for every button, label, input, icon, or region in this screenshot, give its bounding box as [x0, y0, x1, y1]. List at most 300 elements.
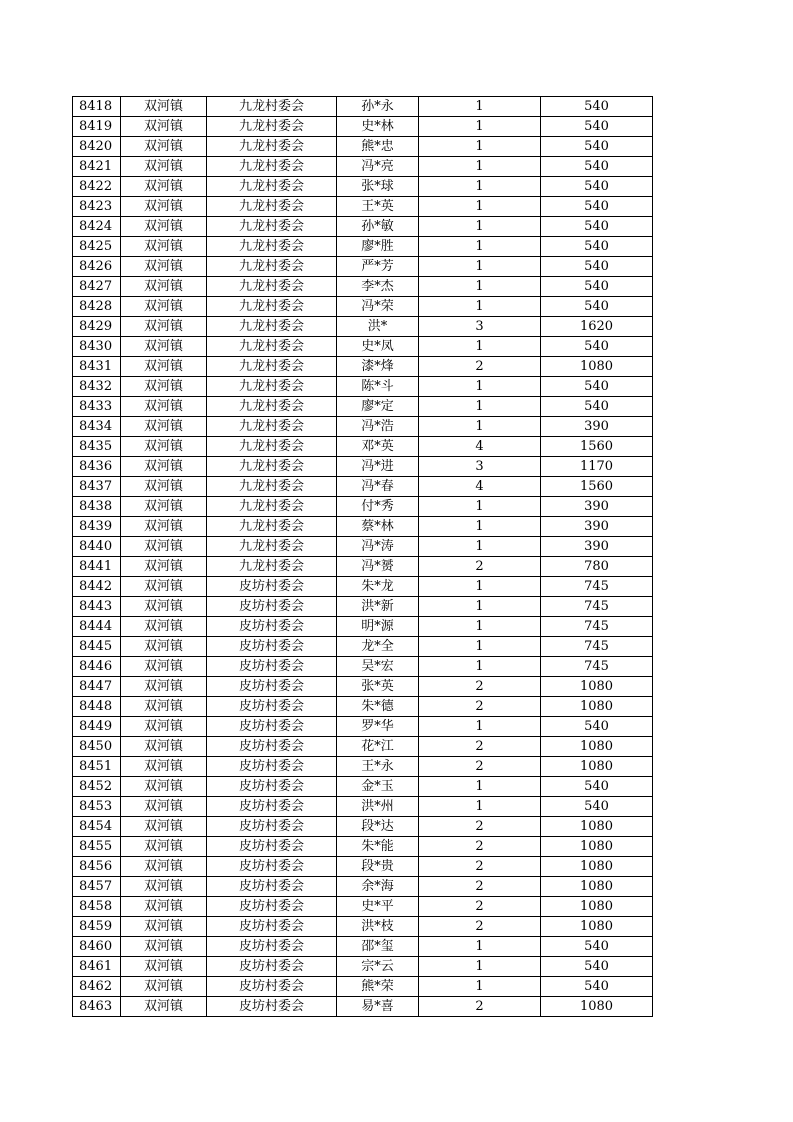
- village-committee-cell: 皮坊村委会: [207, 657, 337, 677]
- amount-cell: 1080: [541, 877, 653, 897]
- town-cell: 双河镇: [121, 417, 207, 437]
- town-cell: 双河镇: [121, 497, 207, 517]
- count-cell: 1: [419, 577, 541, 597]
- count-cell: 1: [419, 797, 541, 817]
- row-number-cell: 8430: [73, 337, 121, 357]
- town-cell: 双河镇: [121, 477, 207, 497]
- village-committee-cell: 皮坊村委会: [207, 597, 337, 617]
- amount-cell: 745: [541, 577, 653, 597]
- count-cell: 1: [419, 117, 541, 137]
- count-cell: 4: [419, 437, 541, 457]
- amount-cell: 540: [541, 377, 653, 397]
- table-row: [73, 157, 653, 177]
- table-row: [73, 957, 653, 977]
- row-number-cell: 8441: [73, 557, 121, 577]
- count-cell: 1: [419, 497, 541, 517]
- row-number-cell: 8450: [73, 737, 121, 757]
- row-number-cell: 8449: [73, 717, 121, 737]
- amount-cell: 1080: [541, 697, 653, 717]
- row-number-cell: 8455: [73, 837, 121, 857]
- village-committee-cell: 九龙村委会: [207, 517, 337, 537]
- village-committee-cell: 皮坊村委会: [207, 677, 337, 697]
- name-cell: 段*达: [337, 817, 419, 837]
- amount-cell: 540: [541, 257, 653, 277]
- village-committee-cell: 九龙村委会: [207, 97, 337, 117]
- table-row: [73, 577, 653, 597]
- town-cell: 双河镇: [121, 797, 207, 817]
- count-cell: 1: [419, 277, 541, 297]
- row-number-cell: 8425: [73, 237, 121, 257]
- town-cell: 双河镇: [121, 957, 207, 977]
- row-number-cell: 8436: [73, 457, 121, 477]
- table-row: [73, 777, 653, 797]
- row-number-cell: 8461: [73, 957, 121, 977]
- town-cell: 双河镇: [121, 837, 207, 857]
- village-committee-cell: 九龙村委会: [207, 197, 337, 217]
- amount-cell: 540: [541, 157, 653, 177]
- town-cell: 双河镇: [121, 897, 207, 917]
- count-cell: 1: [419, 657, 541, 677]
- row-number-cell: 8459: [73, 917, 121, 937]
- count-cell: 1: [419, 137, 541, 157]
- village-committee-cell: 皮坊村委会: [207, 937, 337, 957]
- village-committee-cell: 九龙村委会: [207, 137, 337, 157]
- count-cell: 1: [419, 597, 541, 617]
- name-cell: 熊*忠: [337, 137, 419, 157]
- village-committee-cell: 皮坊村委会: [207, 717, 337, 737]
- amount-cell: 540: [541, 777, 653, 797]
- name-cell: 洪*新: [337, 597, 419, 617]
- name-cell: 明*源: [337, 617, 419, 637]
- count-cell: 1: [419, 417, 541, 437]
- table-row: [73, 917, 653, 937]
- town-cell: 双河镇: [121, 537, 207, 557]
- name-cell: 孙*永: [337, 97, 419, 117]
- amount-cell: 540: [541, 197, 653, 217]
- row-number-cell: 8427: [73, 277, 121, 297]
- table-row: [73, 297, 653, 317]
- name-cell: 朱*能: [337, 837, 419, 857]
- count-cell: 1: [419, 777, 541, 797]
- name-cell: 朱*龙: [337, 577, 419, 597]
- village-committee-cell: 皮坊村委会: [207, 897, 337, 917]
- amount-cell: 390: [541, 417, 653, 437]
- table-row: [73, 657, 653, 677]
- amount-cell: 540: [541, 137, 653, 157]
- table-row: [73, 97, 653, 117]
- row-number-cell: 8442: [73, 577, 121, 597]
- amount-cell: 1080: [541, 917, 653, 937]
- amount-cell: 1080: [541, 897, 653, 917]
- amount-cell: 540: [541, 717, 653, 737]
- amount-cell: 1080: [541, 757, 653, 777]
- name-cell: 段*贵: [337, 857, 419, 877]
- table-row: [73, 457, 653, 477]
- amount-cell: 780: [541, 557, 653, 577]
- row-number-cell: 8437: [73, 477, 121, 497]
- row-number-cell: 8446: [73, 657, 121, 677]
- town-cell: 双河镇: [121, 697, 207, 717]
- town-cell: 双河镇: [121, 557, 207, 577]
- town-cell: 双河镇: [121, 97, 207, 117]
- row-number-cell: 8429: [73, 317, 121, 337]
- table-row: [73, 557, 653, 577]
- amount-cell: 540: [541, 217, 653, 237]
- town-cell: 双河镇: [121, 157, 207, 177]
- row-number-cell: 8445: [73, 637, 121, 657]
- name-cell: 花*江: [337, 737, 419, 757]
- row-number-cell: 8432: [73, 377, 121, 397]
- amount-cell: 540: [541, 97, 653, 117]
- name-cell: 邓*英: [337, 437, 419, 457]
- village-committee-cell: 皮坊村委会: [207, 757, 337, 777]
- name-cell: 金*玉: [337, 777, 419, 797]
- row-number-cell: 8419: [73, 117, 121, 137]
- town-cell: 双河镇: [121, 257, 207, 277]
- count-cell: 2: [419, 757, 541, 777]
- amount-cell: 540: [541, 117, 653, 137]
- table-row: [73, 517, 653, 537]
- row-number-cell: 8423: [73, 197, 121, 217]
- town-cell: 双河镇: [121, 317, 207, 337]
- town-cell: 双河镇: [121, 357, 207, 377]
- table-row: [73, 977, 653, 997]
- row-number-cell: 8424: [73, 217, 121, 237]
- town-cell: 双河镇: [121, 377, 207, 397]
- table-row: [73, 857, 653, 877]
- village-committee-cell: 皮坊村委会: [207, 617, 337, 637]
- name-cell: 洪*枝: [337, 917, 419, 937]
- row-number-cell: 8440: [73, 537, 121, 557]
- name-cell: 王*英: [337, 197, 419, 217]
- count-cell: 2: [419, 737, 541, 757]
- table-row: [73, 677, 653, 697]
- row-number-cell: 8458: [73, 897, 121, 917]
- amount-cell: 1170: [541, 457, 653, 477]
- village-committee-cell: 九龙村委会: [207, 297, 337, 317]
- name-cell: 龙*全: [337, 637, 419, 657]
- village-committee-cell: 九龙村委会: [207, 177, 337, 197]
- row-number-cell: 8452: [73, 777, 121, 797]
- count-cell: 2: [419, 877, 541, 897]
- name-cell: 冯*亮: [337, 157, 419, 177]
- village-committee-cell: 皮坊村委会: [207, 957, 337, 977]
- village-committee-cell: 九龙村委会: [207, 257, 337, 277]
- table-row: [73, 257, 653, 277]
- count-cell: 1: [419, 97, 541, 117]
- count-cell: 1: [419, 237, 541, 257]
- village-committee-cell: 九龙村委会: [207, 557, 337, 577]
- amount-cell: 540: [541, 977, 653, 997]
- name-cell: 冯*浩: [337, 417, 419, 437]
- name-cell: 史*平: [337, 897, 419, 917]
- row-number-cell: 8444: [73, 617, 121, 637]
- town-cell: 双河镇: [121, 197, 207, 217]
- name-cell: 熊*荣: [337, 977, 419, 997]
- name-cell: 张*球: [337, 177, 419, 197]
- row-number-cell: 8418: [73, 97, 121, 117]
- name-cell: 陈*斗: [337, 377, 419, 397]
- table-row: [73, 897, 653, 917]
- amount-cell: 745: [541, 657, 653, 677]
- town-cell: 双河镇: [121, 637, 207, 657]
- table-row: [73, 637, 653, 657]
- village-committee-cell: 九龙村委会: [207, 317, 337, 337]
- count-cell: 1: [419, 617, 541, 637]
- town-cell: 双河镇: [121, 437, 207, 457]
- count-cell: 1: [419, 517, 541, 537]
- village-committee-cell: 皮坊村委会: [207, 697, 337, 717]
- amount-cell: 1620: [541, 317, 653, 337]
- count-cell: 2: [419, 697, 541, 717]
- count-cell: 1: [419, 157, 541, 177]
- row-number-cell: 8434: [73, 417, 121, 437]
- count-cell: 2: [419, 357, 541, 377]
- name-cell: 罗*华: [337, 717, 419, 737]
- count-cell: 1: [419, 637, 541, 657]
- name-cell: 冯*赟: [337, 557, 419, 577]
- count-cell: 1: [419, 377, 541, 397]
- amount-cell: 540: [541, 277, 653, 297]
- table-row: [73, 937, 653, 957]
- row-number-cell: 8435: [73, 437, 121, 457]
- village-committee-cell: 皮坊村委会: [207, 777, 337, 797]
- town-cell: 双河镇: [121, 237, 207, 257]
- count-cell: 2: [419, 677, 541, 697]
- row-number-cell: 8456: [73, 857, 121, 877]
- town-cell: 双河镇: [121, 517, 207, 537]
- table-row: [73, 117, 653, 137]
- name-cell: 吴*宏: [337, 657, 419, 677]
- count-cell: 2: [419, 857, 541, 877]
- village-committee-cell: 九龙村委会: [207, 477, 337, 497]
- village-committee-cell: 九龙村委会: [207, 357, 337, 377]
- row-number-cell: 8431: [73, 357, 121, 377]
- village-committee-cell: 皮坊村委会: [207, 997, 337, 1017]
- name-cell: 冯*荣: [337, 297, 419, 317]
- table-row: [73, 417, 653, 437]
- table-row: [73, 757, 653, 777]
- name-cell: 冯*进: [337, 457, 419, 477]
- town-cell: 双河镇: [121, 657, 207, 677]
- village-committee-cell: 九龙村委会: [207, 337, 337, 357]
- town-cell: 双河镇: [121, 277, 207, 297]
- row-number-cell: 8438: [73, 497, 121, 517]
- town-cell: 双河镇: [121, 857, 207, 877]
- amount-cell: 540: [541, 397, 653, 417]
- row-number-cell: 8421: [73, 157, 121, 177]
- amount-cell: 1080: [541, 737, 653, 757]
- amount-cell: 1080: [541, 857, 653, 877]
- village-committee-cell: 皮坊村委会: [207, 977, 337, 997]
- count-cell: 1: [419, 397, 541, 417]
- town-cell: 双河镇: [121, 677, 207, 697]
- amount-cell: 1080: [541, 357, 653, 377]
- village-committee-cell: 九龙村委会: [207, 217, 337, 237]
- village-committee-cell: 皮坊村委会: [207, 797, 337, 817]
- row-number-cell: 8453: [73, 797, 121, 817]
- town-cell: 双河镇: [121, 977, 207, 997]
- village-committee-cell: 皮坊村委会: [207, 577, 337, 597]
- name-cell: 廖*定: [337, 397, 419, 417]
- name-cell: 冯*涛: [337, 537, 419, 557]
- row-number-cell: 8428: [73, 297, 121, 317]
- table-row: [73, 617, 653, 637]
- count-cell: 2: [419, 557, 541, 577]
- town-cell: 双河镇: [121, 597, 207, 617]
- village-committee-cell: 皮坊村委会: [207, 917, 337, 937]
- table-row: [73, 477, 653, 497]
- table-row: [73, 357, 653, 377]
- village-committee-cell: 九龙村委会: [207, 457, 337, 477]
- village-committee-cell: 皮坊村委会: [207, 817, 337, 837]
- village-committee-cell: 皮坊村委会: [207, 637, 337, 657]
- row-number-cell: 8460: [73, 937, 121, 957]
- name-cell: 邵*玺: [337, 937, 419, 957]
- name-cell: 洪*州: [337, 797, 419, 817]
- name-cell: 宗*云: [337, 957, 419, 977]
- data-table: [72, 96, 653, 1017]
- table-row: [73, 377, 653, 397]
- table-row: [73, 797, 653, 817]
- table-row: [73, 237, 653, 257]
- row-number-cell: 8420: [73, 137, 121, 157]
- count-cell: 1: [419, 217, 541, 237]
- count-cell: 4: [419, 477, 541, 497]
- count-cell: 1: [419, 197, 541, 217]
- count-cell: 2: [419, 897, 541, 917]
- amount-cell: 1080: [541, 677, 653, 697]
- count-cell: 2: [419, 997, 541, 1017]
- name-cell: 王*永: [337, 757, 419, 777]
- count-cell: 3: [419, 317, 541, 337]
- count-cell: 2: [419, 837, 541, 857]
- village-committee-cell: 皮坊村委会: [207, 857, 337, 877]
- name-cell: 漆*烽: [337, 357, 419, 377]
- table-row: [73, 997, 653, 1017]
- town-cell: 双河镇: [121, 117, 207, 137]
- table-row: [73, 537, 653, 557]
- name-cell: 蔡*林: [337, 517, 419, 537]
- town-cell: 双河镇: [121, 577, 207, 597]
- name-cell: 严*芳: [337, 257, 419, 277]
- table-row: [73, 337, 653, 357]
- village-committee-cell: 九龙村委会: [207, 497, 337, 517]
- table-row: [73, 817, 653, 837]
- amount-cell: 1080: [541, 817, 653, 837]
- town-cell: 双河镇: [121, 757, 207, 777]
- village-committee-cell: 皮坊村委会: [207, 737, 337, 757]
- name-cell: 张*英: [337, 677, 419, 697]
- amount-cell: 540: [541, 937, 653, 957]
- town-cell: 双河镇: [121, 397, 207, 417]
- name-cell: 冯*春: [337, 477, 419, 497]
- table-row: [73, 717, 653, 737]
- village-committee-cell: 皮坊村委会: [207, 837, 337, 857]
- count-cell: 1: [419, 937, 541, 957]
- town-cell: 双河镇: [121, 737, 207, 757]
- amount-cell: 390: [541, 497, 653, 517]
- village-committee-cell: 九龙村委会: [207, 417, 337, 437]
- table-row: [73, 177, 653, 197]
- amount-cell: 745: [541, 637, 653, 657]
- village-committee-cell: 九龙村委会: [207, 437, 337, 457]
- town-cell: 双河镇: [121, 457, 207, 477]
- village-committee-cell: 九龙村委会: [207, 277, 337, 297]
- row-number-cell: 8439: [73, 517, 121, 537]
- row-number-cell: 8448: [73, 697, 121, 717]
- amount-cell: 1080: [541, 837, 653, 857]
- amount-cell: 540: [541, 957, 653, 977]
- town-cell: 双河镇: [121, 997, 207, 1017]
- town-cell: 双河镇: [121, 877, 207, 897]
- amount-cell: 390: [541, 517, 653, 537]
- table-row: [73, 697, 653, 717]
- row-number-cell: 8451: [73, 757, 121, 777]
- village-committee-cell: 九龙村委会: [207, 237, 337, 257]
- count-cell: 1: [419, 537, 541, 557]
- table-row: [73, 737, 653, 757]
- town-cell: 双河镇: [121, 937, 207, 957]
- village-committee-cell: 皮坊村委会: [207, 877, 337, 897]
- name-cell: 朱*德: [337, 697, 419, 717]
- amount-cell: 1080: [541, 997, 653, 1017]
- village-committee-cell: 九龙村委会: [207, 117, 337, 137]
- count-cell: 1: [419, 977, 541, 997]
- village-committee-cell: 九龙村委会: [207, 537, 337, 557]
- table-row: [73, 317, 653, 337]
- table-row: [73, 197, 653, 217]
- table-row: [73, 497, 653, 517]
- count-cell: 1: [419, 957, 541, 977]
- table-row: [73, 397, 653, 417]
- count-cell: 2: [419, 817, 541, 837]
- count-cell: 1: [419, 297, 541, 317]
- table-row: [73, 137, 653, 157]
- town-cell: 双河镇: [121, 717, 207, 737]
- row-number-cell: 8462: [73, 977, 121, 997]
- town-cell: 双河镇: [121, 617, 207, 637]
- village-committee-cell: 九龙村委会: [207, 377, 337, 397]
- amount-cell: 540: [541, 337, 653, 357]
- row-number-cell: 8426: [73, 257, 121, 277]
- row-number-cell: 8422: [73, 177, 121, 197]
- row-number-cell: 8454: [73, 817, 121, 837]
- row-number-cell: 8433: [73, 397, 121, 417]
- table-row: [73, 877, 653, 897]
- row-number-cell: 8447: [73, 677, 121, 697]
- table-row: [73, 837, 653, 857]
- amount-cell: 1560: [541, 437, 653, 457]
- table-row: [73, 437, 653, 457]
- table-row: [73, 597, 653, 617]
- name-cell: 史*凤: [337, 337, 419, 357]
- town-cell: 双河镇: [121, 177, 207, 197]
- amount-cell: 390: [541, 537, 653, 557]
- count-cell: 3: [419, 457, 541, 477]
- row-number-cell: 8443: [73, 597, 121, 617]
- count-cell: 1: [419, 337, 541, 357]
- amount-cell: 540: [541, 237, 653, 257]
- name-cell: 洪*: [337, 317, 419, 337]
- town-cell: 双河镇: [121, 337, 207, 357]
- name-cell: 史*林: [337, 117, 419, 137]
- town-cell: 双河镇: [121, 217, 207, 237]
- town-cell: 双河镇: [121, 917, 207, 937]
- count-cell: 1: [419, 717, 541, 737]
- amount-cell: 540: [541, 297, 653, 317]
- name-cell: 李*杰: [337, 277, 419, 297]
